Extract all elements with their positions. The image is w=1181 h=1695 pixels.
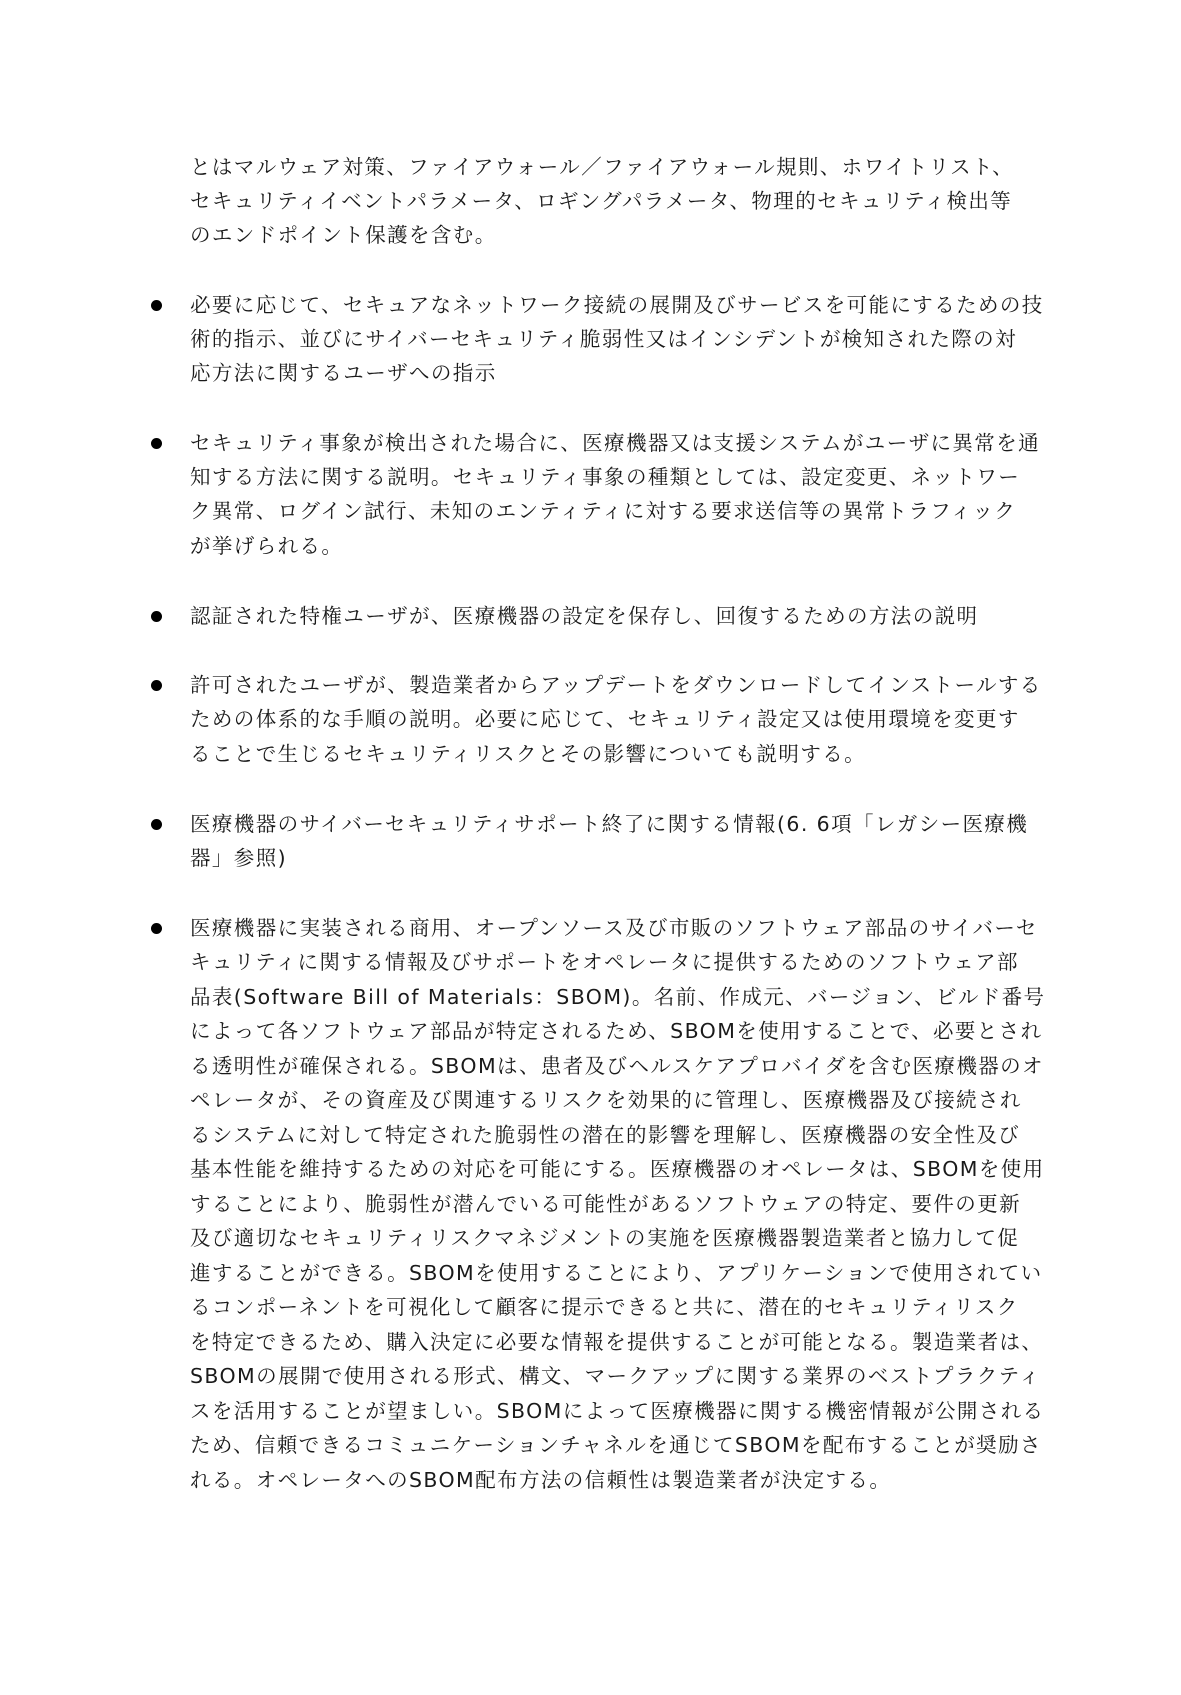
text-line: る透明性が確保される。SBOMは、患者及びヘルスケアプロバイダを含む医療機器のオ: [190, 1054, 1044, 1078]
text-line: することにより、脆弱性が潜んでいる可能性があるソフトウェアの特定、要件の更新: [190, 1192, 1021, 1216]
text-line: るシステムに対して特定された脆弱性の潜在的影響を理解し、医療機器の安全性及び: [190, 1123, 1021, 1147]
text-line: SBOMの展開で使用される形式、構文、マークアップに関する業界のベストプラクティ: [190, 1364, 1041, 1388]
bullet-icon: [151, 300, 162, 311]
text-line: 応方法に関するユーザへの指示: [190, 361, 497, 385]
text-line: ため、信頼できるコミュニケーションチャネルを通じてSBOMを配布することが奨励さ: [190, 1433, 1042, 1457]
text-line: を特定できるため、購入決定に必要な情報を提供することが可能となる。製造業者は、: [190, 1330, 1044, 1354]
text-line: によって各ソフトウェア部品が特定されるため、SBOMを使用することで、必要とされ: [190, 1019, 1043, 1043]
bullet-icon: [151, 611, 162, 622]
text-line: るコンポーネントを可視化して顧客に提示できると共に、潜在的セキュリティリスク: [190, 1295, 1019, 1319]
text-line: 及び適切なセキュリティリスクマネジメントの実施を医療機器製造業者と協力して促: [190, 1226, 1020, 1250]
text-line: 医療機器に実装される商用、オープンソース及び市販のソフトウェア部品のサイバーセ: [190, 916, 1038, 940]
text-line: セキュリティ事象が検出された場合に、医療機器又は支援システムがユーザに異常を通: [190, 431, 1040, 455]
text-line: 基本性能を維持するための対応を可能にする。医療機器のオペレータは、SBOMを使用: [190, 1157, 1045, 1181]
text-line: 許可されたユーザが、製造業者からアップデートをダウンロードしてインストールする: [190, 673, 1042, 697]
text-line: 品表(Software Bill of Materials：SBOM)。名前、作成元、バージョン、ビルド番号: [190, 985, 1046, 1009]
bullet-icon: [151, 819, 162, 830]
text-line: 認証された特権ユーザが、医療機器の設定を保存し、回復するための方法の説明: [190, 604, 979, 628]
text-line: キュリティに関する情報及びサポートをオペレータに提供するためのソフトウェア部: [190, 950, 1019, 974]
bullet-icon: [151, 923, 162, 934]
text-line: 器」参照): [190, 846, 287, 870]
text-line: 必要に応じて、セキュアなネットワーク接続の展開及びサービスを可能にするための技: [190, 293, 1044, 317]
text-line: とはマルウェア対策、ファイアウォール／ファイアウォール規則、ホワイトリスト、: [190, 155, 1014, 179]
text-line: ク異常、ログイン試行、未知のエンティティに対する要求送信等の異常トラフィック: [190, 499, 1017, 523]
text-line: ペレータが、その資産及び関連するリスクを効果的に管理し、医療機器及び接続され: [190, 1088, 1022, 1112]
bullet-icon: [151, 680, 162, 691]
text-line: ることで生じるセキュリティリスクとその影響についても説明する。: [190, 742, 867, 766]
text-line: れる。オペレータへのSBOM配布方法の信頼性は製造業者が決定する。: [190, 1468, 892, 1492]
text-line: 医療機器のサイバーセキュリティサポート終了に関する情報(6. 6項「レガシー医療機: [190, 812, 1029, 836]
text-line: 術的指示、並びにサイバーセキュリティ脆弱性又はインシデントが検知された際の対: [190, 327, 1017, 351]
text-line: ための体系的な手順の説明。必要に応じて、セキュリティ設定又は使用環境を変更す: [190, 707, 1020, 731]
text-line: 進することができる。SBOMを使用することにより、アプリケーションで使用されてい: [190, 1261, 1043, 1285]
text-line: が挙げられる。: [190, 534, 344, 558]
text-line: セキュリティイベントパラメータ、ロギングパラメータ、物理的セキュリティ検出等: [190, 189, 1013, 213]
text-line: 知する方法に関する説明。セキュリティ事象の種類としては、設定変更、ネットワー: [190, 465, 1021, 489]
text-line: のエンドポイント保護を含む。: [190, 223, 497, 247]
text-line: スを活用することが望ましい。SBOMによって医療機器に関する機密情報が公開される: [190, 1399, 1045, 1423]
bullet-icon: [151, 438, 162, 449]
